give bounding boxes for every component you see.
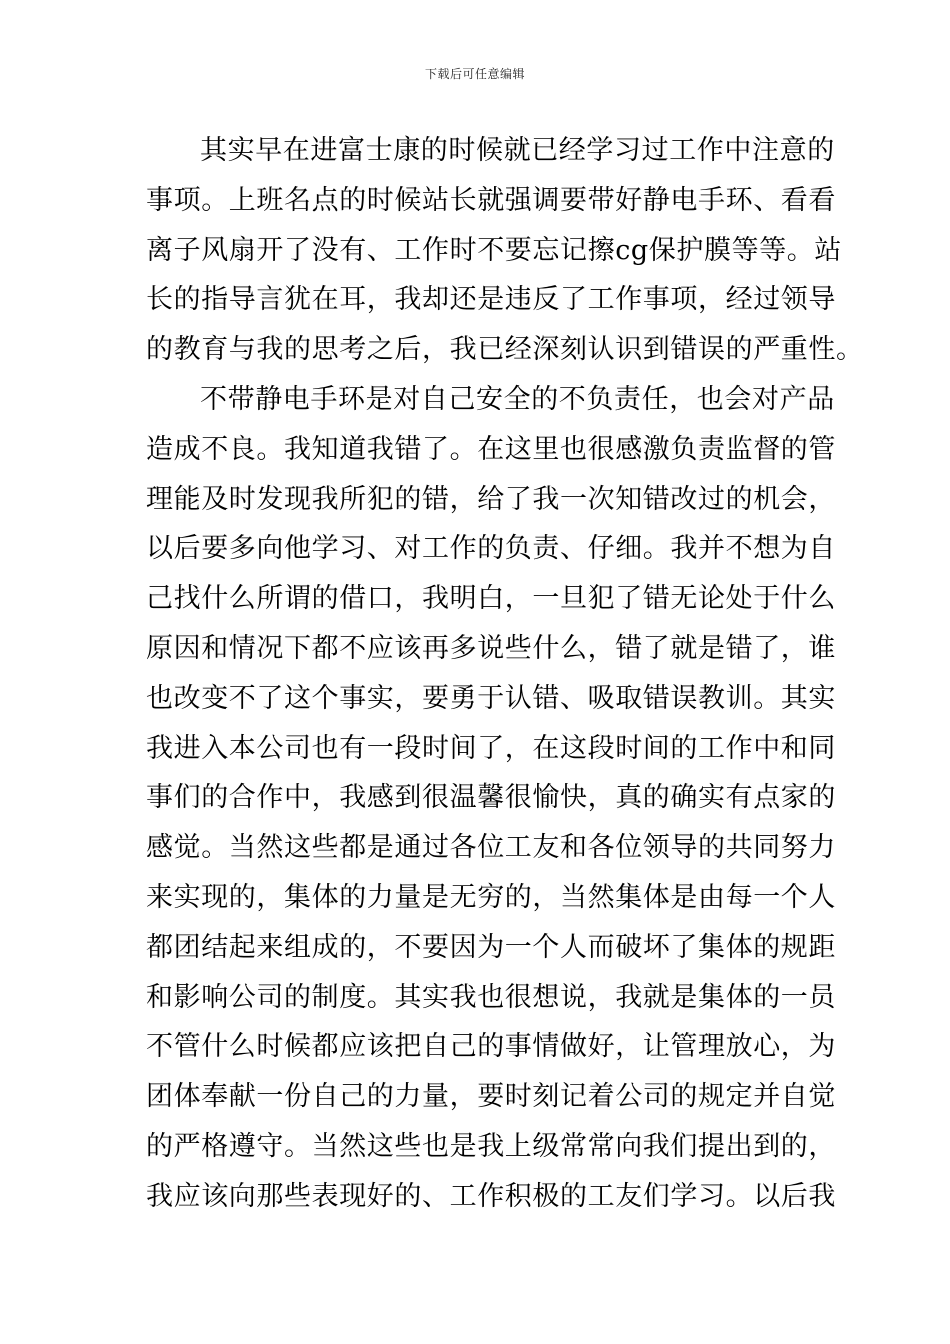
text-line: 的教育与我的思考之后，我已经深刻认识到错误的严重性。 bbox=[146, 334, 864, 366]
text-line: 长的指导言犹在耳，我却还是违反了工作事项，经过领导 bbox=[146, 284, 836, 316]
text-line: 都团结起来组成的，不要因为一个人而破坏了集体的规距 bbox=[146, 931, 836, 963]
text-line: 原因和情况下都不应该再多说些什么，错了就是错了，谁 bbox=[146, 632, 836, 664]
text-line: 离子风扇开了没有、工作时不要忘记擦cg保护膜等等。站 bbox=[146, 234, 843, 266]
text-line: 事们的合作中，我感到很温馨很愉快，真的确实有点家的 bbox=[146, 782, 836, 814]
text-line: 造成不良。我知道我错了。在这里也很感激负责监督的管 bbox=[146, 433, 836, 465]
paragraph-2 bbox=[146, 375, 836, 1222]
text-line: 其实早在进富士康的时候就已经学习过工作中注意的 bbox=[200, 135, 835, 166]
document-body bbox=[146, 126, 864, 1222]
text-line: 感觉。当然这些都是通过各位工友和各位领导的共同努力 bbox=[146, 832, 836, 864]
text-line: 的严格遵守。当然这些也是我上级常常向我们提出到的， bbox=[146, 1130, 836, 1162]
text-line: 不管什么时候都应该把自己的事情做好，让管理放心，为 bbox=[146, 1031, 836, 1063]
text-line: 也改变不了这个事实，要勇于认错、吸取错误教训。其实 bbox=[146, 682, 836, 714]
text-line: 和影响公司的制度。其实我也很想说，我就是集体的一员 bbox=[146, 981, 836, 1013]
page-header: 下载后可任意编辑 bbox=[424, 67, 525, 81]
text-line: 己找什么所谓的借口，我明白，一旦犯了错无论处于什么 bbox=[146, 583, 836, 615]
text-line: 团体奉献一份自己的力量，要时刻记着公司的规定并自觉 bbox=[146, 1081, 836, 1113]
text-line: 以后要多向他学习、对工作的负责、仔细。我并不想为自 bbox=[146, 533, 836, 565]
text-line: 我应该向那些表现好的、工作积极的工友们学习。以后我 bbox=[146, 1180, 836, 1212]
text-line: 理能及时发现我所犯的错，给了我一次知错改过的机会， bbox=[146, 483, 836, 515]
text-line: 我进入本公司也有一段时间了，在这段时间的工作中和同 bbox=[146, 732, 836, 764]
text-line: 来实现的，集体的力量是无穷的，当然集体是由每一个人 bbox=[146, 881, 836, 913]
text-line: 不带静电手环是对自己安全的不负责任，也会对产品 bbox=[200, 383, 835, 415]
paragraph-1 bbox=[146, 126, 864, 375]
text-line: 事项。上班名点的时候站长就强调要带好静电手环、看看 bbox=[146, 184, 836, 216]
